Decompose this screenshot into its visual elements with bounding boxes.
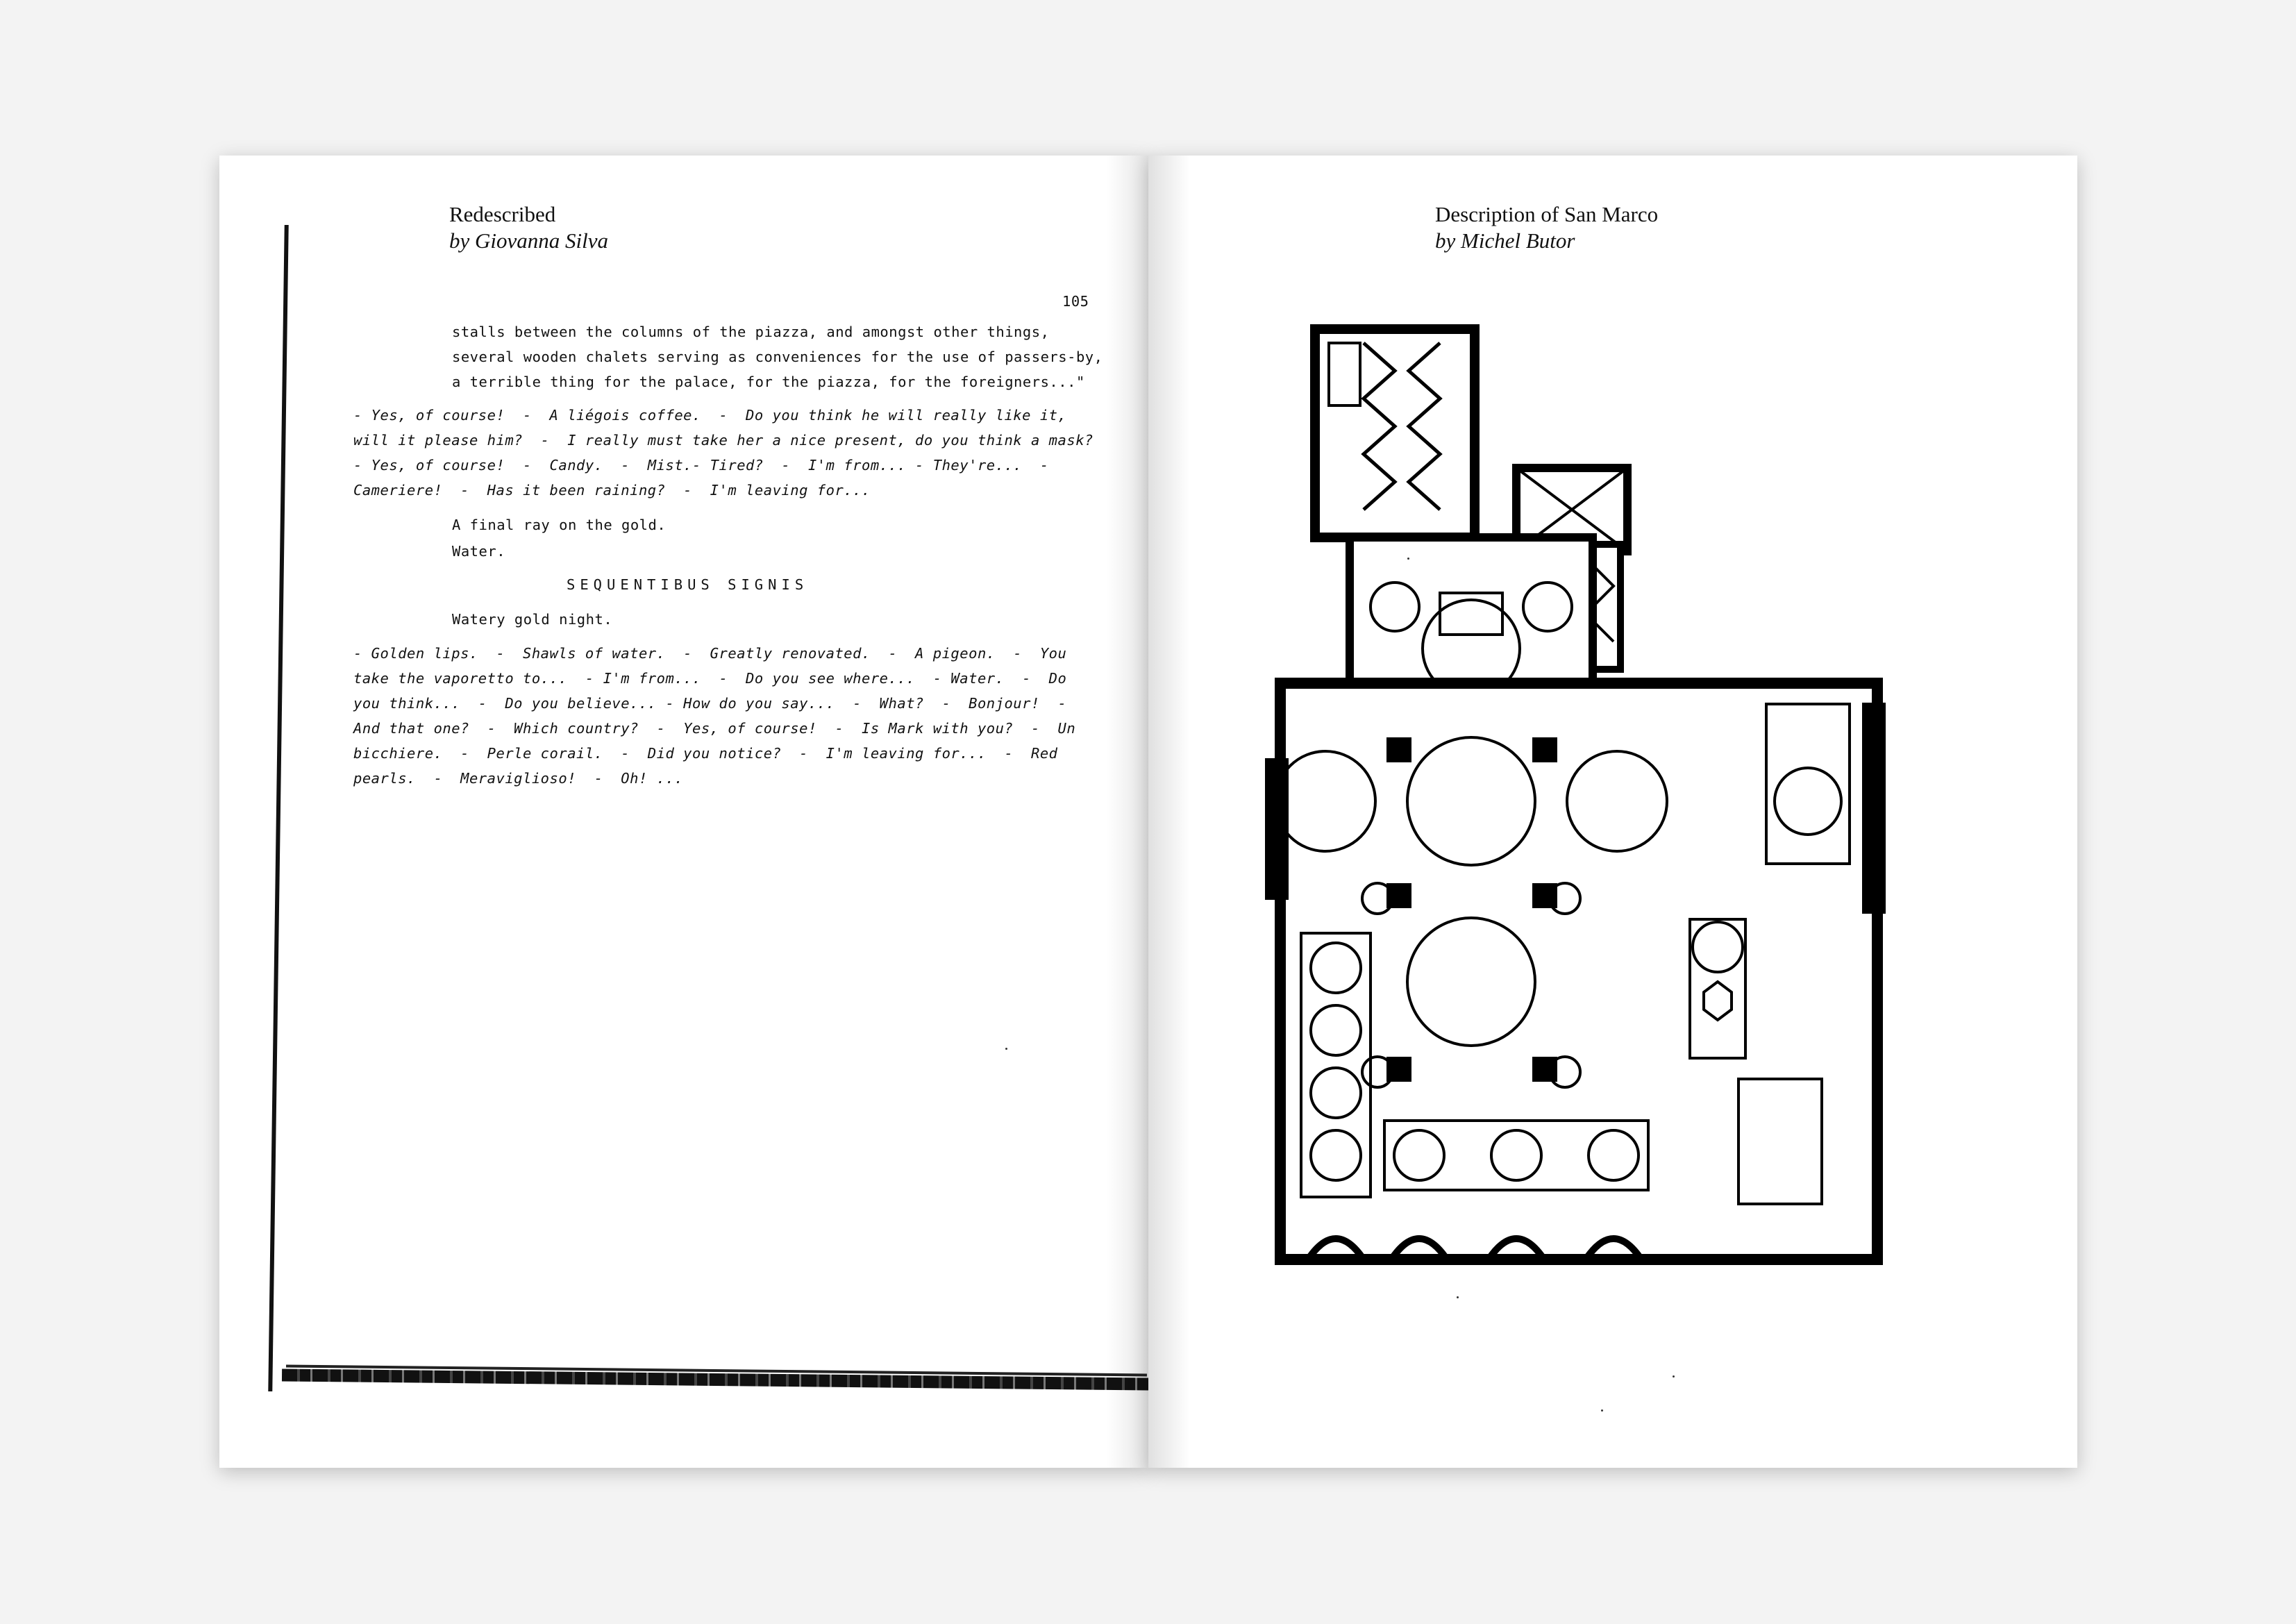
gutter-shadow bbox=[1107, 156, 1148, 1468]
text-line: Watery gold night. bbox=[452, 611, 613, 628]
book-spread bbox=[219, 156, 2077, 1468]
text-line: will it please him? - I really must take her a nice present, do you think a mask? bbox=[353, 432, 1093, 449]
text-line: A final ray on the gold. bbox=[452, 517, 667, 533]
text-line: several wooden chalets serving as conveniences for the use of passers-by, bbox=[452, 349, 1103, 365]
right-page-header bbox=[1435, 201, 1658, 254]
text-line: a terrible thing for the palace, for the piazza, for the foreigners..." bbox=[452, 374, 1085, 390]
scan-speck bbox=[1407, 558, 1409, 560]
scan-border-left bbox=[268, 225, 288, 1391]
text-line: Cameriere! - Has it been raining? - I'm leaving for... bbox=[353, 482, 871, 499]
right-page-author: by Michel Butor bbox=[1435, 228, 1575, 253]
text-line: bicchiere. - Perle corail. - Did you notice? - I'm leaving for... - Red bbox=[353, 745, 1058, 762]
left-page bbox=[219, 156, 1148, 1468]
section-heading: SEQUENTIBUS SIGNIS bbox=[567, 576, 809, 593]
text-line: - Golden lips. - Shawls of water. - Greatly renovated. - A pigeon. - You bbox=[353, 645, 1067, 662]
right-page-title: Description of San Marco bbox=[1435, 202, 1659, 226]
text-line: stalls between the columns of the piazza, and amongst other things, bbox=[452, 324, 1050, 340]
scan-speck bbox=[1673, 1375, 1675, 1378]
text-line: you think... - Do you believe... - How do you say... - What? - Bonjour! - bbox=[353, 695, 1067, 712]
left-page-header bbox=[449, 201, 608, 254]
text-line: - Yes, of course! - A liégois coffee. - Do you think he will really like it, bbox=[353, 407, 1067, 424]
scan-speck bbox=[1005, 1048, 1007, 1050]
scan-speck bbox=[1457, 1296, 1459, 1298]
left-page-author: by Giovanna Silva bbox=[449, 228, 609, 253]
right-page bbox=[1148, 156, 2077, 1468]
text-line: take the vaporetto to... - I'm from... - Do you see where... - Water. - Do bbox=[353, 670, 1067, 687]
text-line: - Yes, of course! - Candy. - Mist.- Tired? - I'm from... - They're... - bbox=[353, 457, 1049, 474]
gutter-shadow bbox=[1148, 156, 1190, 1468]
text-line: pearls. - Meraviglioso! - Oh! ... bbox=[353, 770, 684, 787]
text-line: Water. bbox=[452, 543, 506, 560]
page-number: 105 bbox=[1062, 293, 1089, 310]
text-line: And that one? - Which country? - Yes, of course! - Is Mark with you? - Un bbox=[353, 720, 1076, 737]
scan-speck bbox=[1601, 1409, 1603, 1412]
floor-plan-icon bbox=[1252, 315, 1981, 1287]
left-page-title: Redescribed bbox=[449, 202, 556, 226]
